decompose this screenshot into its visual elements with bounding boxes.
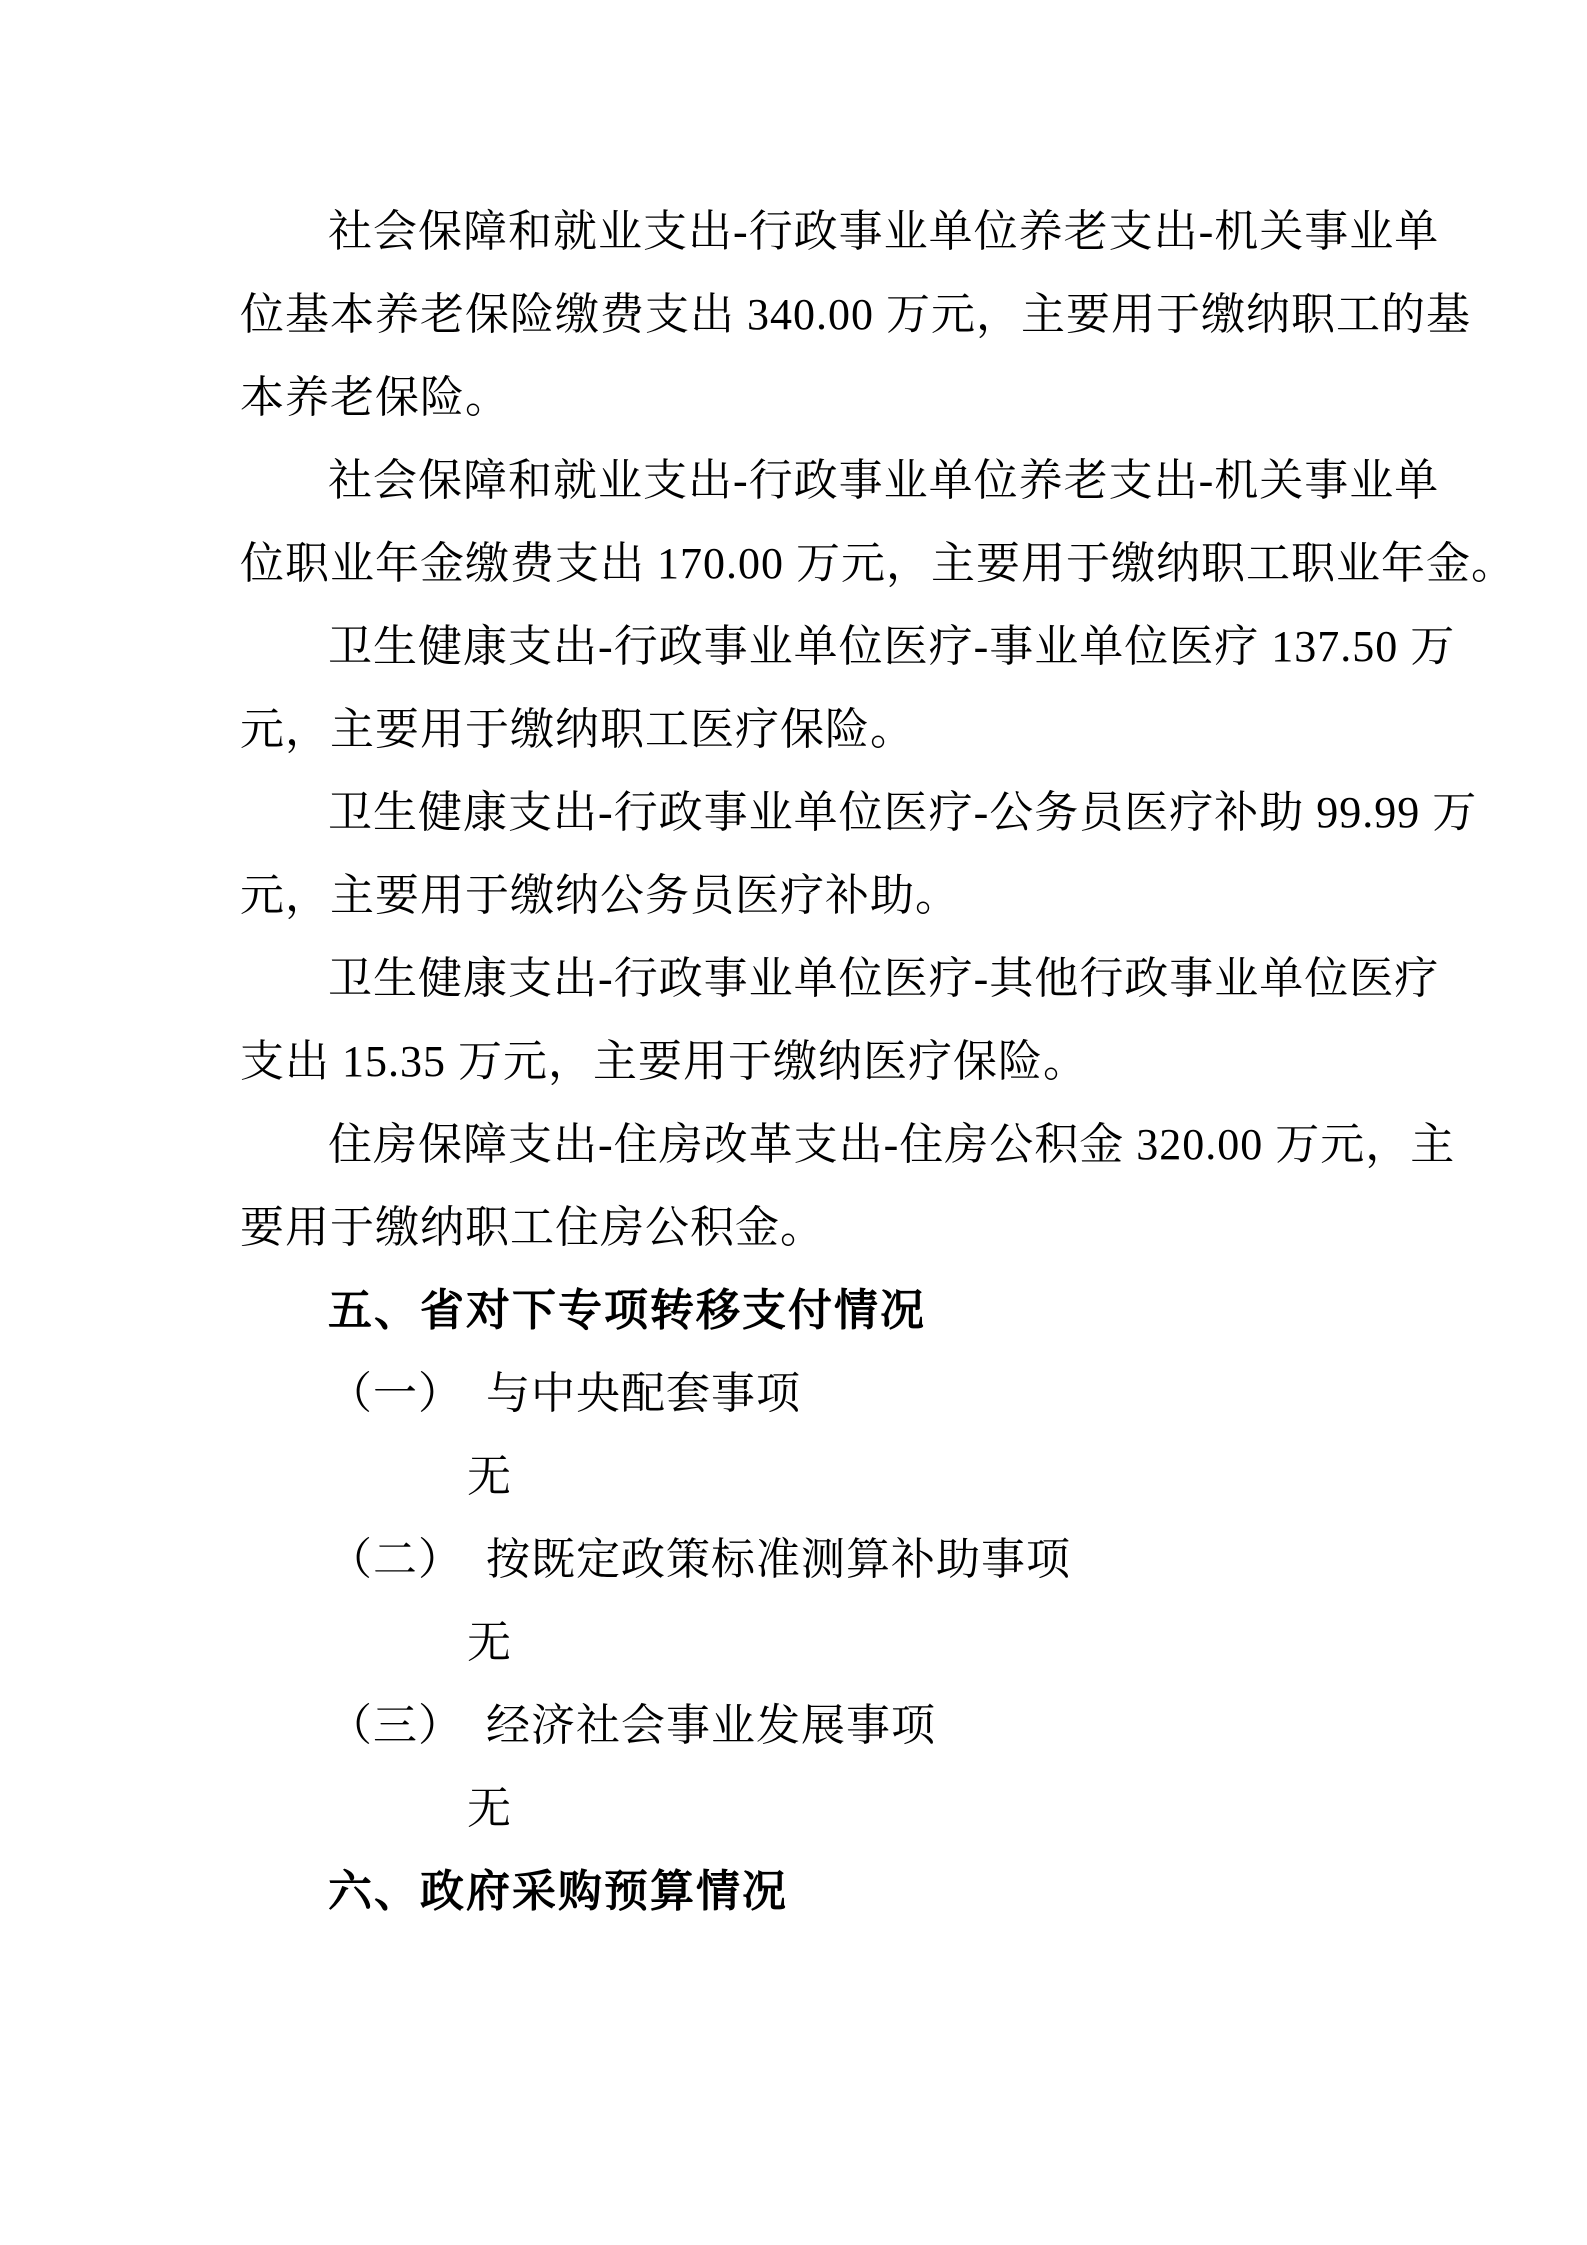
section-heading: 五、省对下专项转移支付情况 xyxy=(328,1286,926,1335)
sub-item-line: （三） 经济社会事业发展事项 xyxy=(328,1701,936,1750)
body-text-line: 卫生健康支出-行政事业单位医疗-公务员医疗补助 99.99 万 xyxy=(328,788,1478,837)
section-heading: 六、政府采购预算情况 xyxy=(328,1867,788,1916)
document-body xyxy=(240,190,1516,1933)
body-text-line: 位职业年金缴费支出 170.00 万元，主要用于缴纳职工职业年金。 xyxy=(240,539,1516,588)
body-text-line: 住房保障支出-住房改革支出-住房公积金 320.00 万元，主 xyxy=(328,1120,1456,1169)
body-text-line: 社会保障和就业支出-行政事业单位养老支出-机关事业单 xyxy=(328,456,1440,505)
none-value-line: 无 xyxy=(467,1452,512,1501)
body-text-line: 位基本养老保险缴费支出 340.00 万元，主要用于缴纳职工的基 xyxy=(240,290,1471,339)
body-text-line: 元，主要用于缴纳公务员医疗补助。 xyxy=(240,871,960,920)
body-text-line: 要用于缴纳职工住房公积金。 xyxy=(240,1203,825,1252)
body-text-line: 支出 15.35 万元，主要用于缴纳医疗保险。 xyxy=(240,1037,1088,1086)
body-text-line: 元，主要用于缴纳职工医疗保险。 xyxy=(240,705,915,754)
none-value-line: 无 xyxy=(467,1784,512,1833)
sub-item-line: （一） 与中央配套事项 xyxy=(328,1369,801,1418)
body-text-line: 卫生健康支出-行政事业单位医疗-其他行政事业单位医疗 xyxy=(328,954,1440,1003)
body-text-line: 社会保障和就业支出-行政事业单位养老支出-机关事业单 xyxy=(328,207,1440,256)
body-text-line: 本养老保险。 xyxy=(240,373,510,422)
sub-item-line: （二） 按既定政策标准测算补助事项 xyxy=(328,1535,1071,1584)
body-text-line: 卫生健康支出-行政事业单位医疗-事业单位医疗 137.50 万 xyxy=(328,622,1456,671)
none-value-line: 无 xyxy=(467,1618,512,1667)
